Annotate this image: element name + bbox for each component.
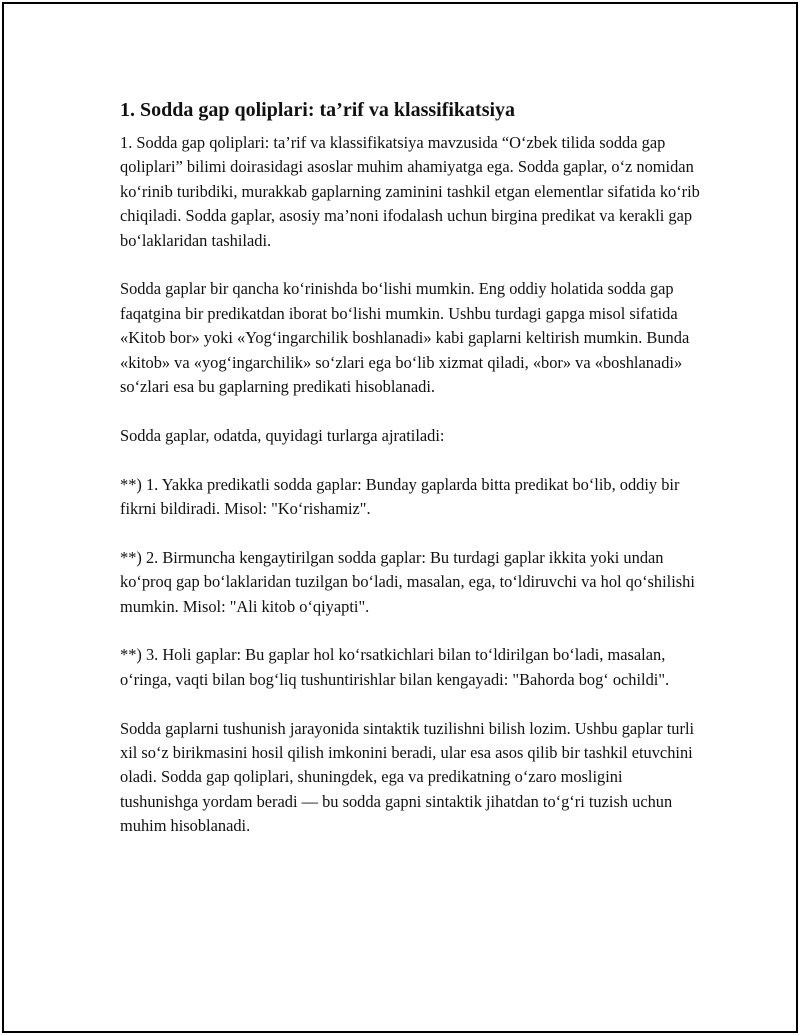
paragraph-types-intro: Sodda gaplar, odatda, quyidagi turlarga ajratiladi: — [120, 425, 445, 445]
document-body — [120, 96, 700, 863]
section-heading: 1. Sodda gap qoliplari: ta’rif va klassifikatsiya — [120, 99, 516, 121]
page-frame — [2, 2, 798, 1033]
list-item-type-2: **) 2. Birmuncha kengaytirilgan sodda gaplar: Bu turdagi gaplar ikkita yoki undan ko‘proq gap bo‘laklaridan tuzilgan bo‘ladi, masalan, ega, to‘ldiruvchi va hol qo‘shilishi mumkin. Misol: "Ali kitob o‘qiyapti". — [120, 547, 695, 616]
paragraph-conclusion: Sodda gaplarni tushunish jarayonida sintaktik tuzilishni bilish lozim. Ushbu gaplar turli xil so‘z birikmasini hosil qilish imkonini beradi, ular esa asos qilib bir tashkil etuvchini oladi. Sodda gap qoliplari, shuningdek, ega va predikatning o‘zaro mosligini tushunishga yordam beradi — bu sodda gapni sintaktik jihatdan to‘g‘ri tuzish uchun muhim hisoblanadi. — [120, 718, 695, 836]
list-item-type-3: **) 3. Holi gaplar: Bu gaplar hol ko‘rsatkichlari bilan to‘ldirilgan bo‘ladi, masalan, o‘ringa, vaqti bilan bog‘liq tushuntirishlar bilan kengayadi: "Bahorda bog‘ ochildi". — [120, 645, 670, 689]
paragraph-intro: 1. Sodda gap qoliplari: ta’rif va klassifikatsiya mavzusida “O‘zbek tilida sodda gap qoliplari” bilimi doirasidagi asoslar muhim ahamiyatga ega. Sodda gaplar, o‘z nomidan ko‘rinib turibdiki, murakkab gaplarning zaminini tashkil etgan elementlar sifatida ko‘rib chiqiladi. Sodda gaplar, asosiy ma’noni ifodalash uchun birgina predikat va kerakli gap bo‘laklaridan tashiladi. — [120, 133, 700, 250]
paragraph-forms: Sodda gaplar bir qancha ko‘rinishda bo‘lishi mumkin. Eng oddiy holatida sodda gap faqatgina bir predikatdan iborat bo‘lishi mumkin. Ushbu turdagi gapga misol sifatida «Kitob bor» yoki «Yog‘ingarchilik boshlanadi» kabi gaplarni keltirish mumkin. Bunda «kitob» va «yog‘ingarchilik» so‘zlari ega bo‘lib xizmat qiladi, «bor» va «boshlanadi» so‘zlari esa bu gaplarning predikati hisoblanadi. — [120, 279, 690, 397]
list-item-type-1: **) 1. Yakka predikatli sodda gaplar: Bunday gaplarda bitta predikat bo‘lib, oddiy bir fikrni bildiradi. Misol: "Ko‘rishamiz". — [120, 474, 680, 519]
